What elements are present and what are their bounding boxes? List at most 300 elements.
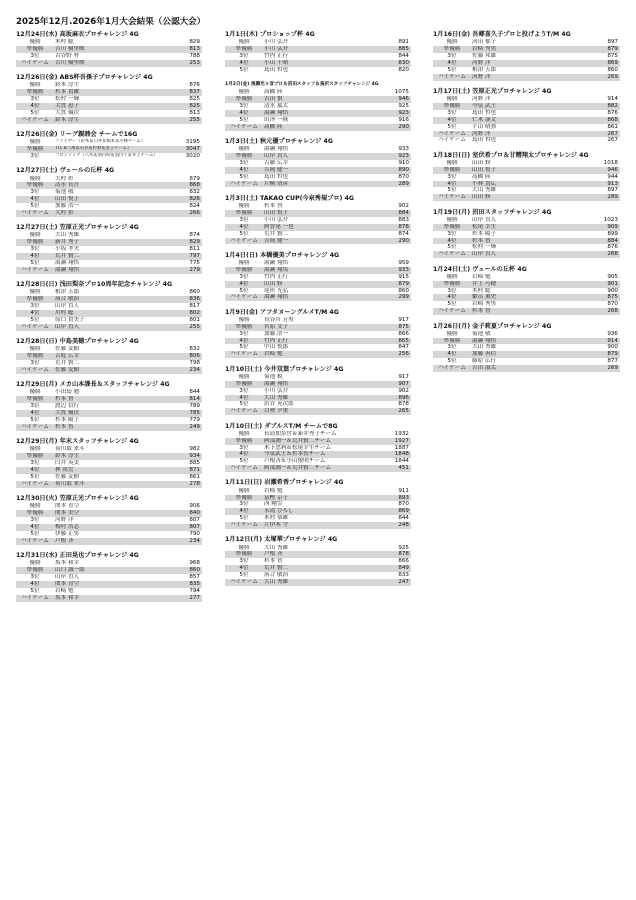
name-cell: フロンティア（八木＆渕内時＆羽内イ＆井上チーム） bbox=[55, 153, 158, 159]
tournament-header: 1月17日(土) 笠原正光プロチャレンジ 4G bbox=[433, 87, 552, 95]
result-row bbox=[225, 267, 411, 274]
rank-cell: 準優勝 bbox=[235, 323, 253, 330]
rank-cell: 3位 bbox=[30, 360, 40, 367]
score-cell: 847 bbox=[398, 344, 409, 351]
name-cell: 杉本 貴雄 bbox=[55, 89, 80, 96]
rank-cell: 5位 bbox=[30, 530, 40, 537]
rank-cell: 準優勝 bbox=[26, 453, 44, 460]
name-cell: 小田島 勉 bbox=[55, 389, 80, 396]
score-cell: 946 bbox=[398, 96, 409, 103]
rank-cell: 5位 bbox=[239, 66, 249, 73]
tournament-header: 12月27日(土) ヴェールの丘杯 4G bbox=[16, 167, 115, 175]
rank-cell: 3位 bbox=[30, 246, 40, 253]
score-cell: 255 bbox=[189, 323, 200, 330]
name-cell: 加藤 浩一 bbox=[55, 203, 80, 210]
rank-cell: ハイゲーム bbox=[230, 237, 258, 244]
rank-cell: 5位 bbox=[30, 416, 40, 423]
name-cell: 島田 哲也 bbox=[264, 66, 289, 73]
name-cell: 高橋 陸 bbox=[264, 89, 283, 96]
score-cell: 868 bbox=[607, 116, 618, 123]
result-row bbox=[433, 67, 620, 74]
name-cell: 小林 貴広 bbox=[472, 180, 497, 187]
score-cell: 268 bbox=[607, 308, 618, 315]
score-cell: 879 bbox=[189, 175, 200, 182]
name-cell: 中山 悦郎 bbox=[264, 344, 289, 351]
score-cell: 913 bbox=[607, 180, 618, 187]
name-cell: 藤原 広行 bbox=[472, 358, 497, 365]
rank-cell: 優勝 bbox=[29, 232, 41, 239]
name-cell: 阿曾尾 一也 bbox=[264, 223, 294, 230]
name-cell: 片伊木 守 bbox=[264, 522, 289, 529]
result-row bbox=[16, 567, 202, 574]
tournament-section bbox=[16, 494, 202, 545]
tournament-section bbox=[433, 265, 620, 316]
score-cell: 844 bbox=[398, 52, 409, 59]
score-cell: 775 bbox=[189, 259, 200, 266]
rank-cell: 優勝 bbox=[238, 544, 250, 551]
result-row bbox=[225, 324, 411, 331]
result-row bbox=[16, 176, 202, 183]
score-cell: 3195 bbox=[185, 139, 200, 146]
score-cell: 1887 bbox=[394, 444, 409, 451]
result-row bbox=[433, 39, 620, 46]
name-cell: 吉川 樹里映 bbox=[55, 59, 85, 66]
rank-cell: 準優勝 bbox=[443, 103, 461, 109]
score-cell: 806 bbox=[189, 353, 200, 360]
rank-cell: 3位 bbox=[239, 558, 249, 565]
rank-cell: 3位 bbox=[239, 387, 249, 394]
name-cell: 荒井 賢二 bbox=[264, 230, 289, 237]
result-row bbox=[16, 389, 202, 396]
tournament-header: 1月26日(月) 金子莉夏プロチャレンジ 4G bbox=[433, 322, 552, 330]
score-cell: 959 bbox=[398, 259, 409, 266]
rank-cell: 優勝 bbox=[238, 487, 250, 494]
name-cell: 山岸 直人 bbox=[55, 573, 80, 580]
name-cell: 竹内 正行 bbox=[264, 273, 289, 280]
rank-cell: ハイゲーム bbox=[21, 537, 49, 544]
score-cell: 884 bbox=[398, 209, 409, 216]
name-cell: 菊池 税 bbox=[264, 373, 283, 380]
name-cell: 吉岡 健一 bbox=[264, 237, 289, 244]
score-cell: 825 bbox=[189, 96, 200, 103]
tournament-section bbox=[225, 308, 411, 359]
name-cell: 荷川取 来斗 bbox=[55, 446, 85, 453]
name-cell: 吉田 慎 bbox=[264, 96, 283, 103]
rank-cell: ハイゲーム bbox=[438, 251, 466, 258]
result-row bbox=[225, 388, 411, 395]
rank-cell: 4位 bbox=[30, 196, 40, 203]
name-cell: 戸根 斉 bbox=[55, 537, 74, 544]
score-cell: 944 bbox=[607, 173, 618, 180]
score-cell: 869 bbox=[398, 508, 409, 515]
result-row bbox=[433, 351, 620, 358]
rank-cell: 準優勝 bbox=[235, 46, 253, 53]
score-cell: 857 bbox=[189, 573, 200, 580]
score-cell: 256 bbox=[398, 351, 409, 358]
tournament-header: 12月28日(日) 浅田梨奈プロ10周年記念チャレンジ 4G bbox=[16, 281, 173, 289]
result-row bbox=[433, 294, 620, 301]
name-cell: 尾形 光弘 bbox=[264, 287, 289, 294]
rank-cell: ハイゲーム bbox=[230, 351, 258, 358]
score-cell: 923 bbox=[398, 153, 409, 160]
result-row bbox=[16, 481, 202, 488]
name-cell: 今泉武士＆杉本智チーム bbox=[264, 451, 326, 458]
name-cell: 岩崎 勉 bbox=[472, 273, 491, 280]
result-row bbox=[433, 174, 620, 181]
result-row bbox=[225, 160, 411, 167]
score-cell: 860 bbox=[189, 289, 200, 296]
score-cell: 876 bbox=[607, 244, 618, 251]
score-cell: 893 bbox=[398, 494, 409, 501]
score-cell: 234 bbox=[189, 537, 200, 544]
name-cell: 落合 敏治 bbox=[55, 296, 80, 303]
tournament-section bbox=[16, 437, 202, 488]
score-cell: 877 bbox=[607, 358, 618, 365]
name-cell: 岩崎 勉 bbox=[55, 587, 74, 594]
score-cell: 868 bbox=[189, 182, 200, 189]
rank-cell: 3位 bbox=[239, 216, 249, 223]
name-cell: 永滝 ひろし bbox=[264, 508, 294, 515]
name-cell: 大山 秀雄 bbox=[472, 187, 497, 194]
rank-cell: ハイゲーム bbox=[21, 323, 49, 330]
tournament-section bbox=[225, 137, 411, 188]
result-row bbox=[16, 524, 202, 531]
score-cell: 840 bbox=[189, 510, 200, 517]
result-row bbox=[225, 60, 411, 67]
result-row bbox=[16, 510, 202, 517]
result-row bbox=[16, 110, 202, 117]
name-cell: 落合 敏治 bbox=[264, 572, 289, 579]
name-cell: 荒井 賢二 bbox=[55, 253, 80, 260]
rank-cell: 準優勝 bbox=[235, 551, 253, 558]
result-row bbox=[433, 251, 620, 258]
rank-cell: 3位 bbox=[30, 517, 40, 524]
rank-cell: ハイゲーム bbox=[438, 194, 466, 201]
score-cell: 861 bbox=[607, 123, 618, 130]
result-row bbox=[225, 495, 411, 502]
tournament-header: 1月24日(土) ヴェールの丘杯 4G bbox=[433, 265, 527, 273]
rank-cell: 3位 bbox=[447, 173, 457, 180]
rank-cell: 優勝 bbox=[29, 82, 41, 89]
result-row bbox=[16, 153, 202, 160]
result-row bbox=[16, 474, 202, 481]
score-cell: 865 bbox=[398, 337, 409, 344]
rank-cell: 5位 bbox=[239, 173, 249, 180]
score-cell: 820 bbox=[398, 66, 409, 73]
rank-cell: ハイゲーム bbox=[21, 59, 49, 66]
tournament-header: 1月9日(金) アフタヌーングルメT/M 4G bbox=[225, 308, 339, 316]
tournament-header: 1月11日(日) 岩瀬希香プロチャレンジ 4G bbox=[225, 479, 344, 487]
score-cell: 901 bbox=[607, 280, 618, 287]
result-row bbox=[433, 238, 620, 245]
tournament-section bbox=[16, 30, 202, 67]
rank-cell: 準優勝 bbox=[235, 266, 253, 273]
rank-cell: 準優勝 bbox=[235, 153, 253, 160]
name-cell: 湯瀬 翔馬 bbox=[264, 266, 289, 273]
score-cell: 866 bbox=[398, 558, 409, 565]
result-row bbox=[16, 310, 202, 317]
score-cell: 290 bbox=[398, 123, 409, 130]
name-cell: 高橋 陸 bbox=[264, 123, 283, 130]
name-cell: 湯瀬 翔悟 bbox=[55, 266, 80, 273]
result-row bbox=[225, 344, 411, 351]
score-cell: 871 bbox=[189, 467, 200, 473]
rank-cell: 準優勝 bbox=[235, 209, 253, 216]
rank-cell: 4位 bbox=[239, 337, 249, 344]
score-cell: 844 bbox=[398, 515, 409, 522]
result-row bbox=[16, 89, 202, 96]
score-cell: 902 bbox=[398, 203, 409, 210]
name-cell: 鈴木 淳生 bbox=[55, 116, 80, 123]
result-row bbox=[225, 395, 411, 402]
result-row bbox=[16, 460, 202, 467]
score-cell: 3047 bbox=[185, 146, 200, 153]
rank-cell: 3位 bbox=[30, 96, 40, 103]
name-cell: 湯瀬 翔悟 bbox=[264, 294, 289, 301]
score-cell: 249 bbox=[189, 423, 200, 430]
rank-cell: 5位 bbox=[239, 230, 249, 237]
rank-cell: 5位 bbox=[30, 587, 40, 594]
name-cell: 大山 秀雄 bbox=[264, 394, 289, 401]
score-cell: 289 bbox=[607, 194, 618, 201]
name-cell: 小川 弘介 bbox=[264, 46, 289, 53]
name-cell: 佐藤 友樹 bbox=[55, 366, 80, 373]
result-row bbox=[16, 574, 202, 581]
score-cell: 830 bbox=[398, 59, 409, 66]
score-cell: 879 bbox=[607, 351, 618, 358]
name-cell: 杉本 智 bbox=[55, 396, 74, 403]
score-cell: 790 bbox=[189, 530, 200, 537]
score-cell: 874 bbox=[398, 230, 409, 237]
tournament-section bbox=[16, 73, 202, 124]
rank-cell: ハイゲーム bbox=[230, 180, 258, 187]
score-cell: 861 bbox=[189, 473, 200, 480]
score-cell: 934 bbox=[189, 453, 200, 460]
result-row bbox=[225, 458, 411, 465]
name-cell: 河野 洋 bbox=[472, 73, 491, 80]
score-cell: 875 bbox=[398, 323, 409, 330]
name-cell: 山田 修 bbox=[472, 194, 491, 201]
rank-cell: 準優勝 bbox=[443, 280, 461, 287]
score-cell: 1844 bbox=[394, 458, 409, 465]
result-row bbox=[433, 217, 620, 224]
result-row bbox=[433, 274, 620, 281]
score-cell: 3020 bbox=[185, 153, 200, 160]
result-row bbox=[16, 203, 202, 210]
score-cell: 946 bbox=[607, 166, 618, 173]
tournament-header: 1月4日(日) 本橋優美プロチャレンジ 4G bbox=[225, 251, 340, 259]
rank-cell: ハイゲーム bbox=[438, 137, 466, 144]
name-cell: 島田 哲也 bbox=[472, 137, 497, 144]
tournament-section bbox=[16, 223, 202, 274]
tournament-section bbox=[433, 208, 620, 259]
result-row bbox=[16, 367, 202, 374]
rank-cell: 4位 bbox=[30, 253, 40, 260]
result-row bbox=[16, 210, 202, 217]
score-cell: 829 bbox=[189, 239, 200, 246]
name-cell: 松尾 幸生 bbox=[472, 223, 497, 230]
score-cell: 253 bbox=[189, 59, 200, 66]
name-cell: 長谷川 芳男 bbox=[264, 316, 294, 323]
result-row bbox=[433, 167, 620, 174]
name-cell: 西 剛雲 bbox=[264, 501, 283, 508]
score-cell: 891 bbox=[398, 39, 409, 46]
name-cell: 荒井 賢二 bbox=[264, 565, 289, 572]
result-row bbox=[433, 288, 620, 295]
score-cell: 825 bbox=[189, 103, 200, 109]
result-row bbox=[16, 595, 202, 602]
rank-cell: 4位 bbox=[447, 180, 457, 187]
rank-cell: 準優勝 bbox=[26, 46, 44, 53]
rank-cell: 4位 bbox=[447, 116, 457, 123]
rank-cell: 優勝 bbox=[29, 560, 41, 567]
name-cell: 湯瀬 翔悟 bbox=[55, 259, 80, 266]
result-row bbox=[433, 46, 620, 53]
result-row bbox=[433, 181, 620, 188]
rank-cell: 4位 bbox=[239, 109, 249, 116]
rank-cell: 優勝 bbox=[238, 89, 250, 96]
result-row bbox=[16, 196, 202, 203]
result-row bbox=[433, 160, 620, 167]
rank-cell: 優勝 bbox=[29, 346, 41, 353]
score-cell: 982 bbox=[189, 446, 200, 453]
score-cell: 278 bbox=[189, 480, 200, 487]
rank-cell: 5位 bbox=[239, 572, 249, 579]
result-row bbox=[433, 344, 620, 351]
name-cell: 山田 悦子 bbox=[55, 196, 80, 203]
rank-cell: 4位 bbox=[30, 467, 40, 473]
result-row bbox=[16, 560, 202, 567]
rank-cell: 4位 bbox=[30, 410, 40, 417]
name-cell: TTL B（萬＆石井＆杉野＆金子チーム） bbox=[55, 146, 132, 152]
results-column-1 bbox=[16, 30, 202, 608]
result-row bbox=[225, 224, 411, 231]
result-row bbox=[433, 231, 620, 238]
tournament-section bbox=[16, 280, 202, 331]
result-row bbox=[16, 503, 202, 510]
name-cell: 仁木 康文 bbox=[472, 116, 497, 123]
name-cell: 吉岡 健一 bbox=[264, 166, 289, 173]
result-row bbox=[225, 181, 411, 188]
rank-cell: 5位 bbox=[30, 473, 40, 480]
name-cell: 山岸 直人 bbox=[264, 153, 289, 160]
score-cell: 897 bbox=[607, 39, 618, 46]
tournament-section bbox=[225, 478, 411, 529]
score-cell: 860 bbox=[607, 66, 618, 73]
score-cell: 811 bbox=[189, 246, 200, 253]
name-cell: 竹内 正行 bbox=[264, 52, 289, 59]
score-cell: 299 bbox=[398, 294, 409, 301]
result-row bbox=[16, 410, 202, 417]
name-cell: 吉川 樹里映 bbox=[55, 46, 85, 53]
rank-cell: 優勝 bbox=[29, 389, 41, 396]
result-row bbox=[225, 96, 411, 103]
rank-cell: ハイゲーム bbox=[21, 366, 49, 373]
name-cell: 湯瀬 翔悟 bbox=[264, 109, 289, 116]
rank-cell: 3位 bbox=[239, 52, 249, 59]
name-cell: 河野 洋 bbox=[472, 59, 491, 66]
name-cell: 古谷野 努 bbox=[55, 52, 80, 59]
result-row bbox=[225, 238, 411, 245]
result-row bbox=[16, 146, 202, 153]
name-cell: 山田 修 bbox=[264, 280, 283, 287]
score-cell: 875 bbox=[607, 52, 618, 59]
score-cell: 817 bbox=[189, 303, 200, 310]
score-cell: 870 bbox=[398, 501, 409, 508]
score-cell: 832 bbox=[189, 189, 200, 196]
name-cell: 杉本 智 bbox=[264, 558, 283, 565]
result-row bbox=[433, 244, 620, 251]
score-cell: 266 bbox=[189, 209, 200, 216]
name-cell: 岩崎 勉 bbox=[264, 351, 283, 358]
rank-cell: 4位 bbox=[447, 237, 457, 244]
score-cell: 905 bbox=[607, 273, 618, 280]
tournament-header: 12月28日(日) 中島美穂プロチャレンジ 4G bbox=[16, 338, 139, 346]
score-cell: 874 bbox=[189, 232, 200, 239]
result-row bbox=[16, 538, 202, 545]
score-cell: 785 bbox=[189, 410, 200, 417]
score-cell: 807 bbox=[189, 517, 200, 524]
rank-cell: 準優勝 bbox=[26, 146, 44, 153]
score-cell: 884 bbox=[607, 237, 618, 244]
tournament-header: 12月27日(土) 笠原正光プロチャレンジ 4G bbox=[16, 224, 139, 232]
score-cell: 836 bbox=[189, 296, 200, 303]
name-cell: 大山 秀雄 bbox=[264, 579, 289, 586]
name-cell: 山岸 直人 bbox=[472, 251, 497, 258]
name-cell: 佐藤 友樹 bbox=[55, 346, 80, 353]
result-row bbox=[16, 396, 202, 403]
score-cell: 925 bbox=[398, 544, 409, 551]
score-cell: 870 bbox=[398, 173, 409, 180]
score-cell: 885 bbox=[398, 46, 409, 53]
score-cell: 824 bbox=[189, 203, 200, 210]
rank-cell: ハイゲーム bbox=[230, 294, 258, 301]
name-cell: 吉田 淑太 bbox=[472, 365, 497, 372]
rank-cell: 4位 bbox=[30, 103, 40, 109]
result-row bbox=[225, 281, 411, 288]
score-cell: 1848 bbox=[394, 451, 409, 458]
score-cell: 269 bbox=[607, 365, 618, 372]
result-row bbox=[16, 517, 202, 524]
name-cell: 林 篤宏 bbox=[55, 467, 74, 473]
score-cell: 826 bbox=[189, 196, 200, 203]
score-cell: 896 bbox=[398, 394, 409, 401]
result-row bbox=[225, 465, 411, 472]
result-row bbox=[225, 231, 411, 238]
tournament-header: 1月3日(土) TAKAO CUP(今泉秀規プロ) 4G bbox=[225, 194, 354, 202]
result-row bbox=[16, 117, 202, 124]
name-cell: 湯瀬 翔悟 bbox=[264, 259, 289, 266]
rank-cell: ハイゲーム bbox=[230, 123, 258, 130]
score-cell: 885 bbox=[189, 460, 200, 467]
rank-cell: 優勝 bbox=[29, 446, 41, 453]
result-row bbox=[16, 82, 202, 89]
result-row bbox=[225, 381, 411, 388]
name-cell: 鬱沼 薫史 bbox=[472, 294, 497, 301]
score-cell: 844 bbox=[189, 389, 200, 396]
rank-cell: 準優勝 bbox=[26, 396, 44, 403]
result-row bbox=[16, 324, 202, 331]
rank-cell: 5位 bbox=[30, 109, 40, 116]
tournament-header: 1月12日(月) 太塚華プロチャレンジ 4G bbox=[225, 536, 338, 544]
rank-cell: 優勝 bbox=[238, 39, 250, 46]
name-cell: 大村 彰 bbox=[55, 175, 74, 182]
result-row bbox=[225, 294, 411, 301]
result-row bbox=[16, 232, 202, 239]
result-row bbox=[16, 39, 202, 46]
result-row bbox=[16, 424, 202, 431]
rank-cell: 優勝 bbox=[29, 139, 41, 146]
